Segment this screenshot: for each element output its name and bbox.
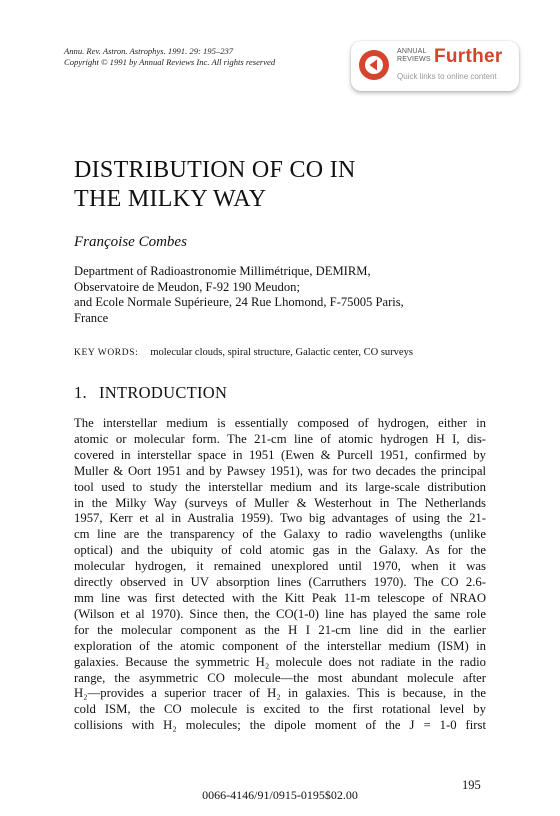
body-line: mm line was first detected with the Kitt Peak 11-m telescope of NRAO (74, 590, 486, 605)
keywords-label: KEY WORDS: (74, 348, 139, 358)
section-heading (74, 383, 227, 403)
body-line: tool used to study the interstellar medium and its large-scale distribution (74, 479, 486, 494)
annual-reviews-further-badge[interactable] (351, 41, 519, 91)
affiliation-line: Department of Radioastronomie Millimétrique, DEMIRM, (74, 264, 371, 278)
section-title: INTRODUCTION (98, 383, 228, 402)
keywords-list: molecular clouds, spiral structure, Galactic center, CO surveys (150, 347, 413, 358)
body-line: in the Milky Way (surveys of Muller & Westerhout in The Netherlands (74, 495, 486, 510)
body-line: H₂—provides a superior tracer of H₂ in galaxies. This is because, in the (74, 686, 486, 701)
further-logo-circle (359, 50, 389, 80)
body-line: covered in interstellar space in 1951 (Ewen & Purcell 1951, confirmed by (74, 447, 486, 462)
body-line: galaxies. Because the symmetric H₂ molecule does not radiate in the radio (74, 654, 486, 669)
author-name: Françoise Combes (74, 234, 187, 250)
body-line: cold ISM, the CO molecule is excited to the first rotational level by (74, 702, 486, 717)
body-line: (Wilson et al 1970). Since then, the CO(1-0) line has played the same role (74, 606, 486, 621)
citation-line-2: Copyright © 1991 by Annual Reviews Inc. All rights reserved (64, 57, 276, 67)
body-line: 1957, Kerr et al in Australia 1959). Two big advantages of using the 21- (74, 511, 486, 526)
citation-line-1: Annu. Rev. Astron. Astrophys. 1991. 29: 195–237 (64, 46, 234, 56)
body-line: collisions with H₂ molecules; the dipole moment of the J = 1-0 first (74, 718, 486, 733)
author-affiliation (74, 264, 404, 326)
body-line: cm line are the transparency of the Galaxy to radio wavelengths (unlike (74, 527, 486, 542)
body-line: The interstellar medium is essentially composed of hydrogen, either in (74, 416, 486, 430)
affiliation-line: France (74, 310, 109, 325)
body-line: range, the asymmetric CO molecule—the most abundant molecule after (74, 670, 486, 685)
journal-citation (64, 46, 275, 68)
body-line: directly observed in UV absorption lines (Carruthers 1970). The CO 2.6- (74, 575, 486, 590)
body-line: for the molecular component as the H I 21-cm line did in the earlier (74, 622, 486, 637)
title-line-1: DISTRIBUTION OF CO IN (74, 157, 356, 183)
affiliation-line: Observatoire de Meudon, F-92 190 Meudon; (74, 279, 300, 294)
body-line: Muller & Oort 1951 and by Pawsey 1951), was for two decades the principal (74, 463, 486, 478)
annual-reviews-wordmark: ANNUAL REVIEWS (397, 48, 431, 63)
article-title (74, 156, 356, 214)
arrow-left-icon (359, 50, 389, 80)
article-code: 0066-4146/91/0915-0195$02.00 (202, 788, 358, 802)
body-line: atomic or molecular form. The 21-cm line of atomic hydrogen H I, dis- (74, 431, 486, 446)
section-number: 1. (74, 383, 87, 402)
page-number: 195 (462, 778, 481, 792)
further-tagline: Quick links to online content (397, 72, 497, 81)
body-line: molecular hydrogen, it remained unexplored until 1970, when it was (74, 559, 486, 574)
body-line: exploration of the atomic component of the interstellar medium (ISM) in (74, 638, 486, 653)
title-line-2: THE MILKY WAY (74, 186, 267, 212)
body-line: optical) and the ubiquity of cold atomic gas in the Galaxy. As for the (74, 543, 486, 558)
further-wordmark: Further (434, 46, 503, 67)
body-text (74, 416, 486, 734)
keywords (74, 347, 413, 358)
affiliation-line: and Ecole Normale Supérieure, 24 Rue Lhomond, F-75005 Paris, (74, 295, 404, 309)
